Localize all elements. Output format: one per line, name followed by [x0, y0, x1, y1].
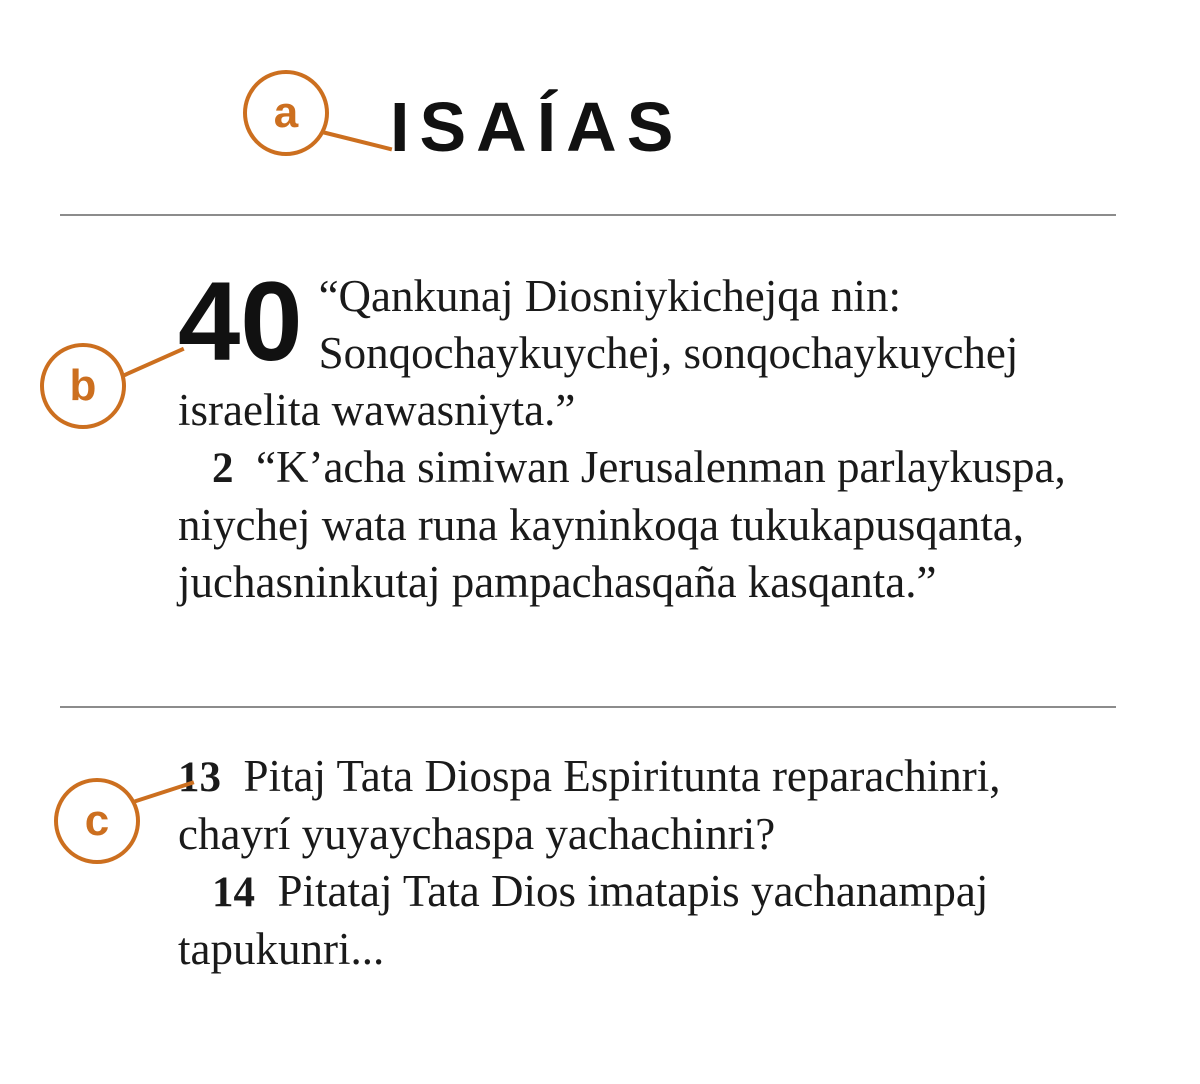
- chapter-number: 40: [178, 259, 303, 384]
- verse-number: 2: [212, 445, 234, 492]
- callout-label-a: a: [273, 88, 299, 137]
- divider-top: [60, 214, 1116, 216]
- scripture-block-verses-13-14: [178, 748, 1123, 978]
- verse-paragraph: [178, 748, 1123, 863]
- verse-number: 13: [178, 754, 221, 801]
- verse-text: Pitataj Tata Dios imatapis yachanampaj tapukunri...: [178, 866, 989, 974]
- callout-leader-b: [117, 347, 184, 380]
- verse-paragraph: [178, 259, 1123, 439]
- verse-number: 14: [212, 869, 255, 916]
- verse-paragraph: [178, 439, 1123, 611]
- callout-label-b: b: [69, 361, 97, 410]
- verse-text: “K’acha simiwan Jerusalenman parlaykuspa, niychej wata runa kayninkoqa tukukapusqanta, juchasninkutaj pampachasqaña kasqanta.”: [178, 442, 1066, 607]
- verse-text: “Qankunaj Diosniykichejqa nin: Sonqochaykuychej, sonqochaykuychej israelita wawasniyta.”: [178, 271, 1019, 435]
- verse-paragraph: [178, 863, 1123, 978]
- scripture-block-chapter-40: [178, 259, 1123, 611]
- callout-marker-b: [40, 343, 126, 429]
- callout-leader-a: [322, 130, 393, 151]
- verse-text: Pitaj Tata Diospa Espiritunta reparachinri, chayrí yuyaychaspa yachachinri?: [178, 751, 1001, 859]
- callout-marker-a: [243, 70, 329, 156]
- callout-label-c: c: [84, 796, 110, 845]
- divider-middle: [60, 706, 1116, 708]
- callout-marker-c: [54, 778, 140, 864]
- page-title: ISAÍAS: [390, 88, 684, 166]
